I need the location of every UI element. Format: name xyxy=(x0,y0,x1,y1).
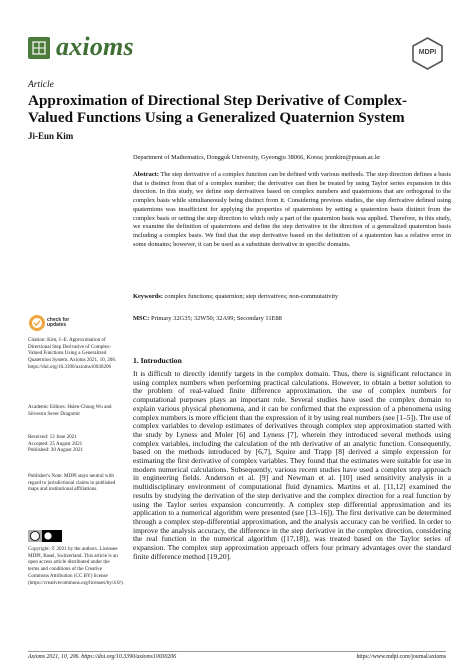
cc-by-license-icon[interactable] xyxy=(28,529,62,540)
check-for-updates-label[interactable]: check for updates xyxy=(47,317,70,329)
body-paragraph: It is difficult to directly identify targets in the complex domain. Thus, there is significant reluctance in using complex numbers when performing practical calculations. However, to obtain a better solution to the problem of real-valued finite difference approximation, the use of complex numbers for computational purposes plays an important role. Several studies have used the complex domain to explain various physical phenomena, and it can be confirmed that the expression of a phenomena using complex numbers is more efficient than the expression of it by using real numbers (see [1–5]). The use of complex variables to develop estimates of derivatives through complex step approximation started with the study by Lyness and Moler [6] and Lyness [7], wherein they introduced several methods using complex variables, including the calculation of the nth derivative of an analytic function. Consequently, based on the methods introduced by [6,7], Squire and Trapp [8] derived a simple expression for estimating the first derivative of complex variables. They found that the estimates were suitable for use in modern numerical calculations. Subsequently, various recent studies have used a complex step approach in engineering fields. Anderson et al. [9] and Newman et al. [10] used sensitivity analysis in a multidisciplinary environment of computational fluid dynamics. Martins et al. [11,12] examined the results by studying the derivation of the step derivative and the complex direction for a real function by using the Taylor series expansion concurrently. A complex step differential approximation and its application to a numerical algorithm were presented (see [13–16]). The first derivative can be determined through a complex step-differential approximation, and the analysis accuracy can be verified. In order to improve the analysis accuracy, the difference in the step derivative in the complex direction, considering the real function in the numerical algorithm ([17,18]), was treated based on the Taylor series of expansion. The complex step approximation approach offers four primary advantages over the standard finite difference method [19,20]. xyxy=(133,369,451,561)
msc-text: Primary 32G35; 32W50; 32A99; Secondary 11E88 xyxy=(150,315,282,322)
msc-classification xyxy=(133,315,451,322)
footer-citation: Axioms 2021, 10, 206. https://doi.org/10.3390/axioms10030206 xyxy=(28,654,177,660)
keywords-text: complex functions; quaternion; step derivatives; non-commutativity xyxy=(164,293,339,300)
journal-name: axioms xyxy=(56,32,134,61)
publication-dates: Received: 13 June 2021 Accepted: 25 August 2021 Published: 30 August 2021 xyxy=(28,434,84,454)
abstract xyxy=(133,171,451,249)
footer-divider xyxy=(28,651,446,652)
section-heading: 1. Introduction xyxy=(133,356,182,365)
abstract-text: The step derivative of a complex function can be defined with various methods. The step direction defines a basis that is distinct from that of a complex number; the derivative can then be treated by using Taylor series expansion in this direction. In this study, we define step derivatives based on complex numbers and quaternions that are orthogonal to the complex basis while simultaneously being distinct from it. Considering previous studies, the step derivative defined using quaternions was insufficient for applying the properties of quaternions by setting a quaternion basis distinct from the complex basis or setting the step direction to which only a part of the quaternion basis was applied. Therefore, in this study, we examine the definition of quaternions and define the step derivative in the direction of a generalized quaternion basis including a complex basis. We find that the step derivative based on the definition of a quaternion has a relative error in some domains; however, it can be used as a substitute derivative in specific domains. xyxy=(133,171,452,248)
keywords-label: Keywords: xyxy=(133,293,163,300)
author-name: Ji-Eun Kim xyxy=(28,131,74,141)
copyright-notice: Copyright: © 2021 by the authors. Licensee MDPI, Basel, Switzerland. This article is an open access article distributed under the terms and conditions of the Creative Commons Attribution (CC BY) license (https://creativecommons.org/licenses/by/4.0/). xyxy=(28,546,124,586)
footer-journal-link[interactable]: https://www.mdpi.com/journal/axioms xyxy=(356,654,446,660)
academic-editors: Academic Editors: Hsien-Chung Wu and Silvestru Sever Dragomir xyxy=(28,404,112,417)
publisher-logo-text: MDPI xyxy=(418,49,437,56)
publisher-note: Publisher's Note: MDPI stays neutral with regard to jurisdictional claims in published maps and institutional affiliations. xyxy=(28,473,116,493)
article-type-label: Article xyxy=(28,80,54,90)
check-for-updates-icon[interactable] xyxy=(28,314,46,332)
abstract-label: Abstract: xyxy=(133,171,159,178)
affiliation: Department of Mathematics, Dongguk University, Gyeongju 38066, Korea; jeunkim@pusan.ac.kr xyxy=(133,154,381,161)
keywords xyxy=(133,293,451,300)
paper-title: Approximation of Directional Step Derivative of Complex-Valued Functions Using a Generalized Quaternion System xyxy=(28,92,408,126)
journal-logo-icon xyxy=(28,37,50,59)
msc-label: MSC: xyxy=(133,315,150,322)
cc-by-label xyxy=(28,529,30,530)
citation-block: Citation: Kim, J.-E. Approximation of Directional Step Derivative of Complex-Valued Functions Using a Generalized Quaternion System. Axioms 2021, 10, 206. https://doi.org/10.3390/axioms10030206 xyxy=(28,337,117,370)
